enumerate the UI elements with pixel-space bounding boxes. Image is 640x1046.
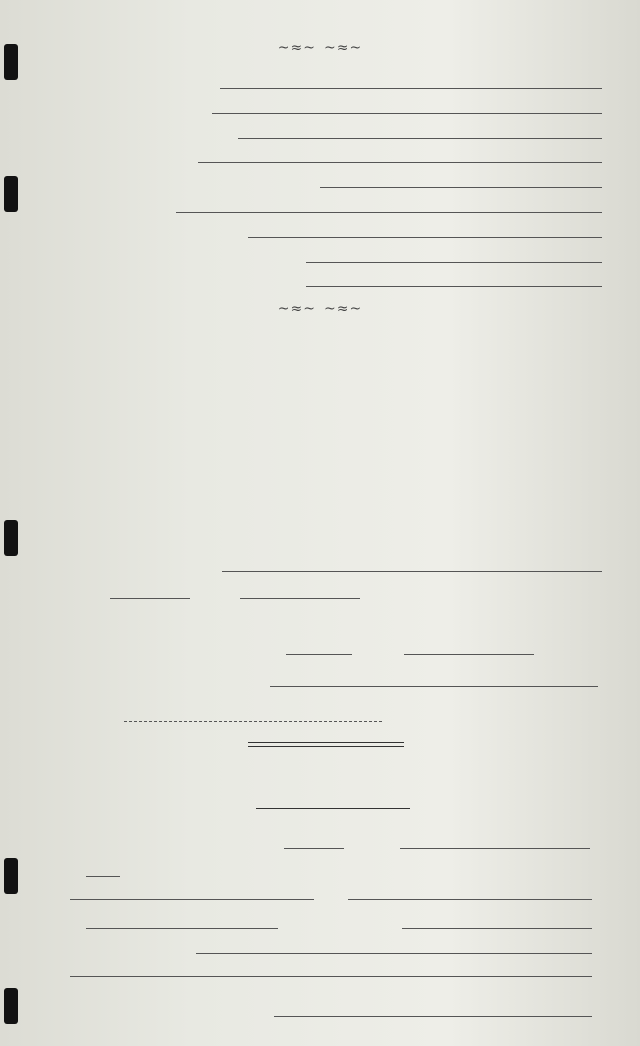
witness-day-line (286, 654, 352, 655)
left-flourish-icon: ~≈~ (277, 40, 316, 56)
male-field-row (0, 118, 640, 140)
male-field-row (0, 68, 640, 90)
cert-month-line (400, 848, 590, 849)
groom-name-line (70, 899, 314, 900)
male-field-row (0, 217, 640, 239)
cert-signature-line (274, 1016, 592, 1017)
male-field-row (0, 167, 640, 189)
field-line (306, 262, 602, 263)
binder-hole (4, 988, 18, 1024)
right-flourish-icon: ~≈~ (324, 301, 363, 317)
male-field-row (0, 93, 640, 115)
male-field-row (0, 266, 640, 288)
cert-place-line (86, 928, 278, 929)
binder-hole (4, 858, 18, 894)
cert-day-line (284, 848, 344, 849)
witness-month-line (404, 654, 534, 655)
cert-year-line (86, 876, 120, 877)
field-line (212, 113, 602, 114)
field-line (320, 187, 602, 188)
field-line (248, 237, 602, 238)
attest-line (124, 721, 382, 722)
binder-hole (4, 520, 18, 556)
field-line (176, 212, 602, 213)
rule-bottom (256, 808, 410, 809)
signature-line (270, 686, 598, 687)
field-line (306, 286, 602, 287)
month-line (240, 598, 360, 599)
male-field-row (0, 142, 640, 164)
male-heading (0, 40, 640, 56)
field-line (238, 138, 602, 139)
right-flourish-icon: ~≈~ (324, 40, 363, 56)
cert-county-line (402, 928, 592, 929)
field-line (220, 88, 602, 89)
rule-top-2 (248, 746, 404, 747)
day-line (110, 598, 190, 599)
rule-top (248, 742, 404, 743)
male-field-row (0, 242, 640, 264)
bride-name-line (348, 899, 592, 900)
place-line (222, 571, 602, 572)
cert-witness-line-2 (70, 976, 592, 977)
male-field-row (0, 192, 640, 214)
female-heading (0, 301, 640, 317)
left-flourish-icon: ~≈~ (277, 301, 316, 317)
field-line (198, 162, 602, 163)
cert-presence-line (196, 953, 592, 954)
